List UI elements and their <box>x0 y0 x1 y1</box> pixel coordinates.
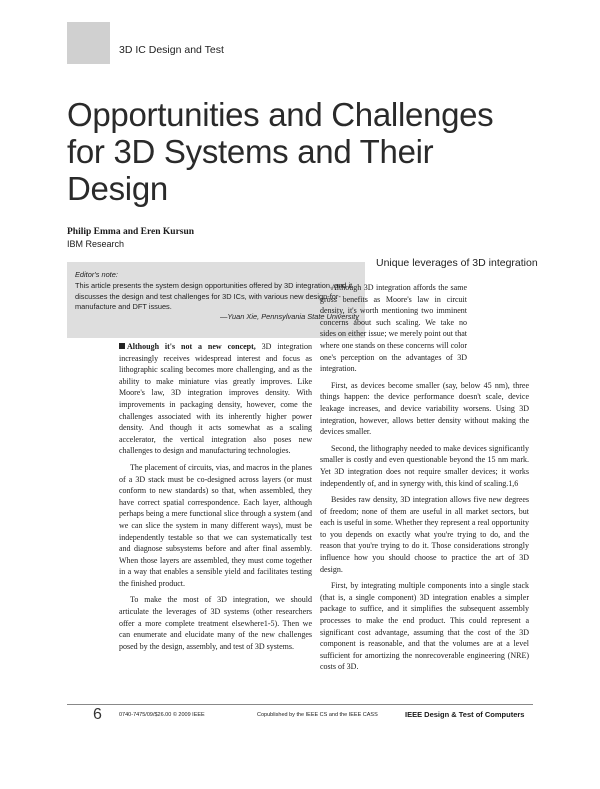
section-label: 3D IC Design and Test <box>119 44 224 56</box>
paragraph: First, by integrating multiple components into a single stack (that is, a single component) 3D integration enables a simpler package to suffice, and it simplifies the subsequent assembly processes to make the end product. This could represent a significant cost advantage, assuming that the cost of the 3D component is reasonable, and that the volumes are at a level sufficient for amortizing the nonrecoverable engineering (NRE) costs of 3D. <box>320 581 529 672</box>
paragraph: Although 3D integration affords the same gross benefits as Moore's law in circuit density, it's worth mentioning two imminent concerns about such scaling. We take no sides on either issue; we merely point out that where one stands on these concerns will color one's perception on the advantages of 3D integration. <box>320 283 467 374</box>
paragraph: Second, the lithography needed to make devices significantly smaller is costly and even questionable beyond the 15 nm mark. Yet 3D integration does not require smaller devices; it works independently of, and in synergy with, this kind of scaling.1,6 <box>320 443 529 488</box>
editors-note-body: This article presents the system design opportunities offered by 3D integration, and it discusses the design and test challenges for 3D ICs, with various new design-for-manufacture and DFT issues. <box>75 281 353 311</box>
editors-note-signature: —Yuan Xie, Pennsylvania State University <box>220 312 359 322</box>
paragraph-text: 3D integration increasingly receives widespread interest and focus as lithographic scaling becomes more challenging, and as the ability to make miniature vias greatly improves. Like Moore's law, 3D integration improves density. With improvements in packaging density, however, come the challenges associated with its inherently higher power density. And though it acts somewhat as a scaling accelerator, the vertical integration also poses new challenges to design and manufacturing technologies. <box>119 342 313 456</box>
paragraph: To make the most of 3D integration, we should articulate the leverages of 3D systems (other researchers offer a more complete treatment elsewhere1-5). Then we can enumerate and elucidate many of the new challenges posed by the design, assembly, and test of 3D systems. <box>119 595 312 651</box>
article-title: Opportunities and Challenges for 3D Systems and Their Design <box>67 96 494 207</box>
section-tab-marker <box>67 22 110 64</box>
paragraph <box>119 341 312 457</box>
left-column <box>119 341 312 657</box>
page-number: 6 <box>93 706 102 723</box>
editors-note-label: Editor's note: <box>75 270 118 279</box>
journal-name: IEEE Design & Test of Computers <box>405 710 525 719</box>
right-column <box>320 282 529 678</box>
issn-line: 0740-7475/09/$26.00 © 2009 IEEE <box>119 712 205 718</box>
paragraph: First, as devices become smaller (say, below 45 nm), three things happen: the device performance doesn't scale, device leakage increases, and device variability worsens. Using 3D integration, however, allows better density without making the devices smaller. <box>320 380 529 437</box>
author-names: Philip Emma and Eren Kursun <box>67 227 195 237</box>
paragraph: Besides raw density, 3D integration allows five new degrees of freedom; none of them are useful in all market sectors, but each is useful in some. Whether they represent a real opportunity to you depends on exactly what you're trying to do, and the reason that you're trying to do it. Those considerations strongly influence how you should choose to practice the art of 3D design. <box>320 495 529 574</box>
footer-rule <box>67 704 533 705</box>
author-affiliation: IBM Research <box>67 239 125 249</box>
paragraph: The placement of circuits, vias, and macros in the planes of a 3D stack must be co-designed across layers (or must conform to new standards) so that, when assembled, they have correct spatial correspondence. Each layer, although perhaps being a mere functional slice through a system (and we can slice the system in many different ways), must be independently testable so that we can systematically test and diagnose subsystems before and after final assembly. When those layers are assembled, they must come together in a way that enables a sensible yield and facilitates testing the finished product. <box>119 462 312 588</box>
square-bullet-icon <box>119 343 125 349</box>
subsection-heading: Unique leverages of 3D integration <box>376 257 538 269</box>
copublished-line: Copublished by the IEEE CS and the IEEE CASS <box>257 712 378 718</box>
lead-in-text: Although it's not a new concept, <box>127 342 256 351</box>
